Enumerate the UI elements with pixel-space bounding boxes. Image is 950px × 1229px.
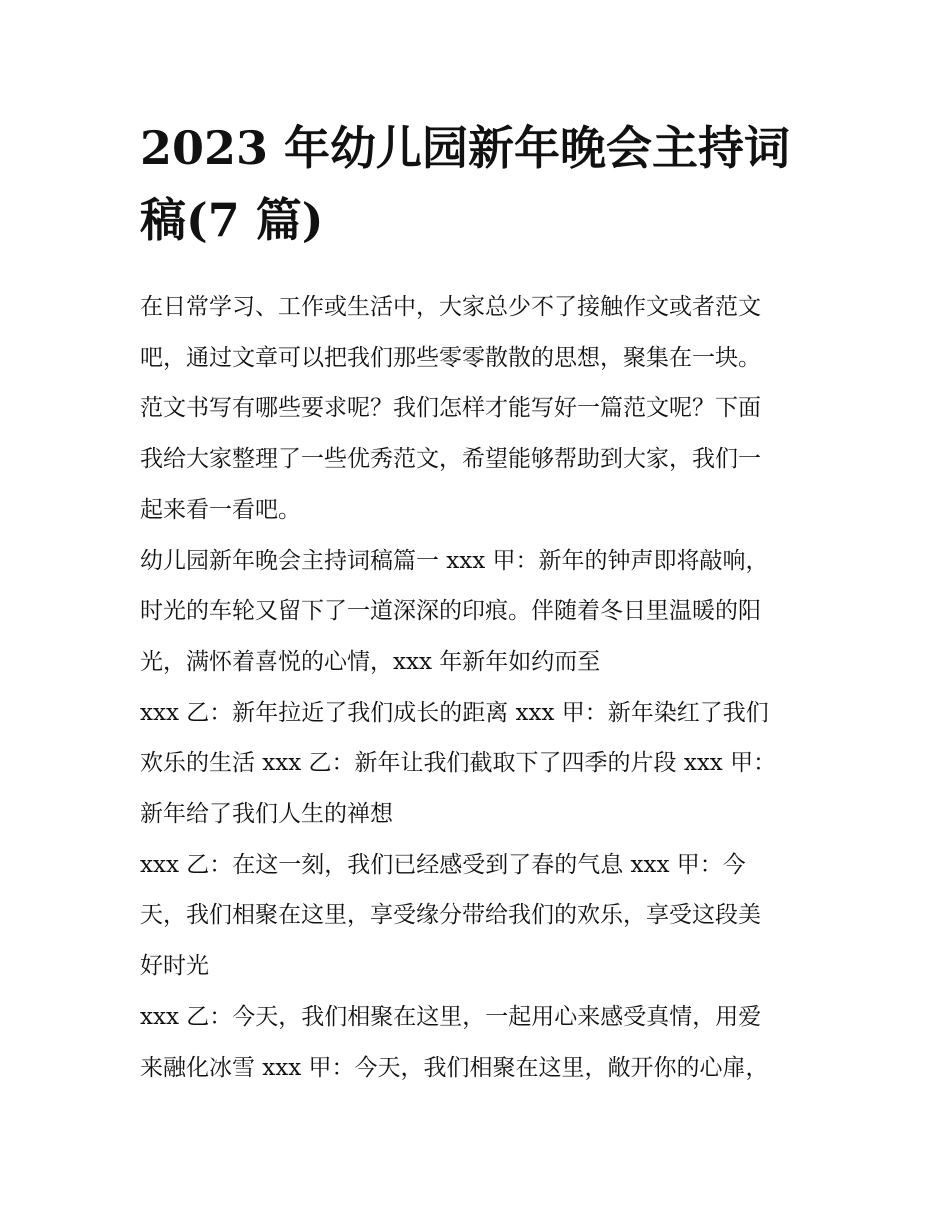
title-line-2: 稿(7 篇) [140,193,324,247]
document-page [140,112,820,1093]
title-line-1: 2023 年幼儿园新年晚会主持词 [140,121,791,175]
body-line: 幼儿园新年晚会主持词稿篇一 xxx 甲：新年的钟声即将敲响， [140,547,769,574]
body-line: 时光的车轮又留下了一道深深的印痕。伴随着冬日里温暖的阳 [140,598,761,625]
body-line: 天，我们相聚在这里，享受缘分带给我们的欢乐，享受这段美 [140,902,761,929]
document-body [140,282,820,1093]
body-line: 好时光 [140,953,209,980]
body-line: 我给大家整理了一些优秀范文，希望能够帮助到大家，我们一 [140,446,761,473]
body-line: 来融化冰雪 xxx 甲：今天，我们相聚在这里，敞开你的心扉， [140,1054,769,1081]
body-line: 范文书写有哪些要求呢？我们怎样才能写好一篇范文呢？下面 [140,395,761,422]
document-title [140,112,820,256]
body-line: xxx 乙：新年拉近了我们成长的距离 xxx 甲：新年染红了我们 [140,699,769,726]
body-line: 欢乐的生活 xxx 乙：新年让我们截取下了四季的片段 xxx 甲： [140,750,777,777]
body-line: 起来看一看吧。 [140,496,301,523]
body-line: 在日常学习、工作或生活中，大家总少不了接触作文或者范文 [140,294,761,320]
body-line: xxx 乙：在这一刻，我们已经感受到了春的气息 xxx 甲：今 [140,851,746,878]
body-line: 吧，通过文章可以把我们那些零零散散的思想，聚集在一块。 [140,344,761,371]
body-line: 光，满怀着喜悦的心情，xxx 年新年如约而至 [140,648,601,675]
body-line: 新年给了我们人生的禅想 [140,801,393,828]
body-line: xxx 乙：今天，我们相聚在这里，一起用心来感受真情，用爱 [140,1003,762,1030]
